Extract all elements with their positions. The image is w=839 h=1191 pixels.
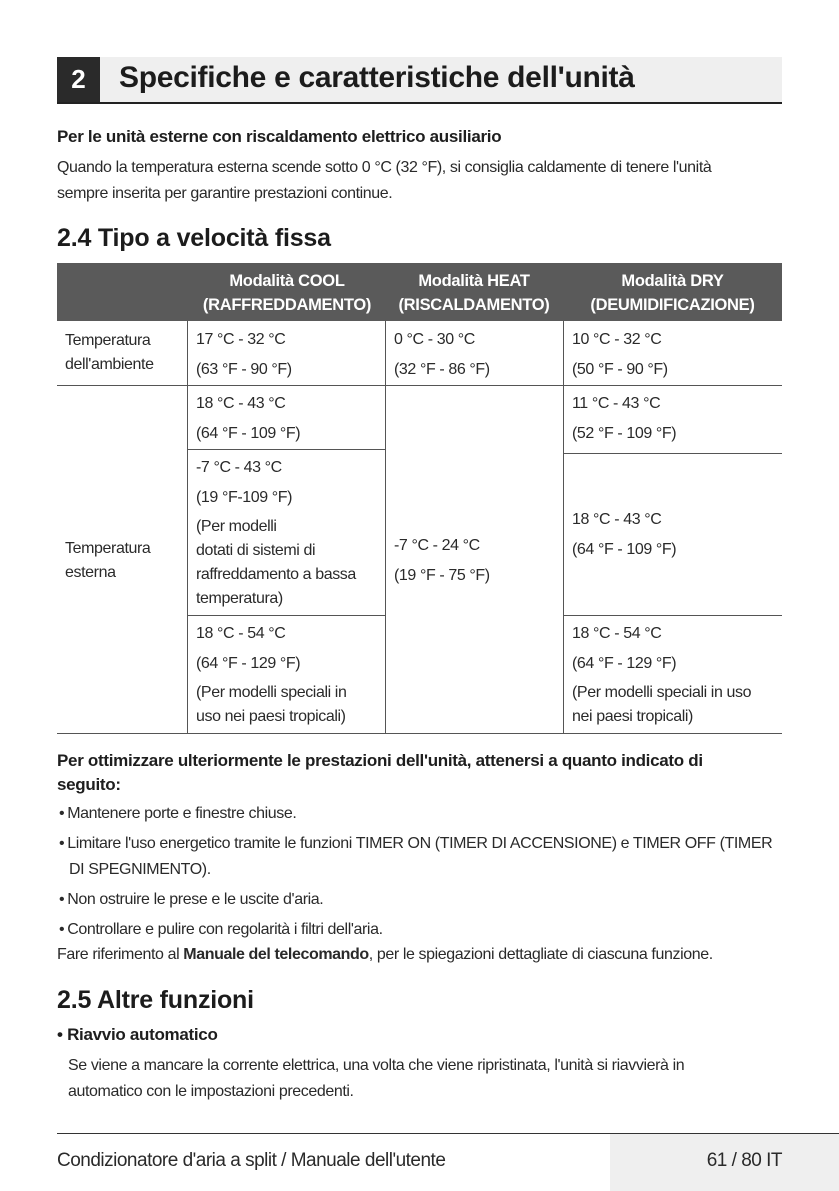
chapter-number: 2 — [57, 57, 100, 102]
footer-title: Condizionatore d'aria a split / Manuale dell'utente — [57, 1150, 446, 1171]
outdoor-dry-1: 11 °C - 43 °C (52 °F - 109 °F) — [572, 395, 677, 442]
outdoor-cool-3: 18 °C - 54 °C (64 °F - 129 °F) (Per modelli speciali in uso nei paesi tropicali) — [196, 625, 347, 725]
aux-heating-heading: Per le unità esterne con riscaldamento elettrico ausiliario — [57, 127, 502, 146]
header-dry: Modalità DRY (DEUMIDIFICAZIONE) — [590, 272, 755, 314]
outdoor-cool-2: -7 °C - 43 °C (19 °F-109 °F) (Per modelli dotati di sistemi di raffreddamento a bassa temperatura) — [196, 459, 356, 607]
page-number: 61 / 80 IT — [706, 1150, 782, 1171]
list-item: • Non ostruire le prese e le uscite d'aria. — [57, 887, 782, 913]
list-item: • Mantenere porte e finestre chiuse. — [57, 801, 782, 827]
row-outdoor-label: Temperatura esterna — [65, 540, 151, 581]
row-room-label: Temperatura dell'ambiente — [65, 332, 154, 373]
outdoor-cool-1: 18 °C - 43 °C (64 °F - 109 °F) — [196, 395, 301, 442]
room-dry: 10 °C - 32 °C (50 °F - 90 °F) — [572, 331, 668, 378]
chapter-title: Specifiche e caratteristiche dell'unità — [119, 61, 635, 94]
outdoor-dry-2: 18 °C - 43 °C (64 °F - 109 °F) — [572, 511, 677, 558]
aux-heating-text: Quando la temperatura esterna scende sotto 0 °C (32 °F), si consiglia caldamente di tenere l'unità sempre inserita per garantire prestazioni continue. — [57, 159, 712, 202]
list-item: • Limitare l'uso energetico tramite le funzioni TIMER ON (TIMER DI ACCENSIONE) e TIMER OFF (TIMER DI SPEGNIMENTO). — [57, 831, 782, 883]
header-cool: Modalità COOL (RAFFREDDAMENTO) — [202, 272, 372, 314]
header-heat: Modalità HEAT (RISCALDAMENTO) — [398, 272, 550, 314]
speed-table — [57, 263, 782, 733]
section-2-4-title: 2.4 Tipo a velocità fissa — [57, 224, 331, 252]
outdoor-heat: -7 °C - 24 °C (19 °F - 75 °F) — [394, 537, 490, 584]
remote-manual-ref: Manuale del telecomando — [183, 946, 369, 963]
room-heat: 0 °C - 30 °C (32 °F - 86 °F) — [394, 331, 490, 378]
table-header — [57, 263, 782, 321]
remote-reference: Fare riferimento al Manuale del telecomando, per le spiegazioni dettagliate di ciascuna funzione. — [57, 946, 713, 963]
room-cool: 17 °C - 32 °C (63 °F - 90 °F) — [196, 331, 292, 378]
list-item: • Controllare e pulire con regolarità i filtri dell'aria. — [57, 917, 782, 943]
outdoor-dry-3: 18 °C - 54 °C (64 °F - 129 °F) (Per modelli speciali in uso nei paesi tropicali) — [572, 625, 752, 725]
auto-restart-text: Se viene a mancare la corrente elettrica, una volta che viene ripristinata, l'unità si riavvierà in automatico con le impostazioni precedenti. — [68, 1057, 685, 1100]
optimize-heading: Per ottimizzare ulteriormente le prestazioni dell'unità, attenersi a quanto indicato di seguito: — [57, 751, 703, 794]
chapter-header — [57, 57, 782, 104]
section-2-5-title: 2.5 Altre funzioni — [57, 986, 254, 1014]
auto-restart-heading: • Riavvio automatico — [57, 1025, 218, 1044]
optimize-list — [57, 801, 782, 947]
